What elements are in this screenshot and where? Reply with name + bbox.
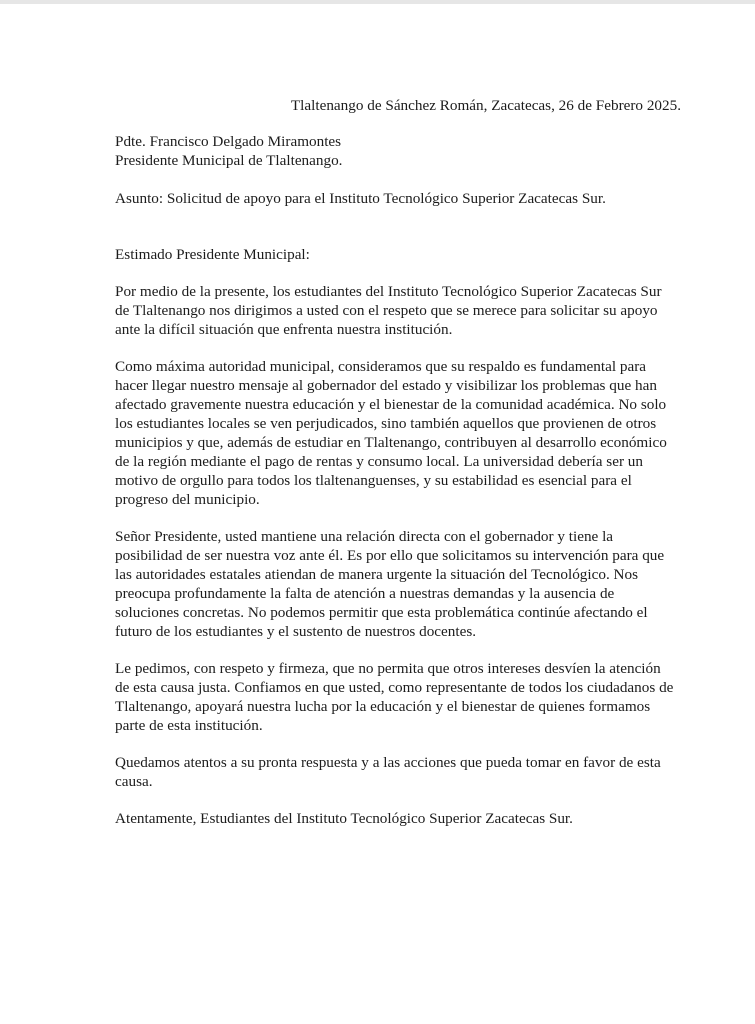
- text-line: Quedamos atentos a su pronta respuesta y a las acciones que pueda tomar en favor de esta: [115, 754, 661, 771]
- letter-page: [115, 96, 681, 828]
- text-line: Señor Presidente, usted mantiene una relación directa con el gobernador y tiene la: [115, 528, 614, 545]
- text-line: parte de esta institución.: [115, 717, 263, 734]
- text-line: de la región mediante el pago de rentas y consumo local. La universidad debería ser un: [115, 453, 643, 470]
- text-line: ante la difícil situación que enfrenta nuestra institución.: [115, 321, 453, 338]
- text-line: de esta causa justa. Confiamos en que usted, como representante de todos los ciudadanos de: [115, 679, 674, 696]
- text-line: de Tlaltenango nos dirigimos a usted con el respeto que se merece para solicitar su apoyo: [115, 302, 658, 319]
- text-line: motivo de orgullo para todos los tlaltenanguenses, y su estabilidad es esencial para el: [115, 472, 632, 489]
- paragraph-3: [115, 527, 675, 641]
- text-line: hacer llegar nuestro mensaje al gobernador del estado y visibilizar los problemas que han: [115, 377, 657, 394]
- place-date: Tlaltenango de Sánchez Román, Zacatecas, 26 de Febrero 2025.: [290, 97, 681, 114]
- paragraph-1: [115, 282, 675, 339]
- text-line: municipios y que, además de estudiar en Tlaltenango, contribuyen al desarrollo económico: [115, 434, 667, 451]
- paragraph-4: [115, 659, 675, 735]
- text-line: causa.: [115, 773, 153, 790]
- text-line: los estudiantes locales se ven perjudicados, sino también aquellos que provienen de otros: [115, 415, 657, 432]
- recipient-title: Presidente Municipal de Tlaltenango.: [115, 152, 343, 169]
- greeting: Estimado Presidente Municipal:: [115, 246, 310, 263]
- text-line: las autoridades estatales atiendan de manera urgente la situación del Tecnológico. Nos: [115, 566, 639, 583]
- text-line: progreso del municipio.: [115, 491, 260, 508]
- recipient-block: [115, 132, 675, 170]
- top-edge-strip: [0, 0, 755, 4]
- text-line: Tlaltenango, apoyará nuestra lucha por la educación y el bienestar de quienes formamos: [115, 698, 651, 715]
- recipient-name: Pdte. Francisco Delgado Miramontes: [115, 133, 342, 150]
- text-line: posibilidad de ser nuestra voz ante él. Es por ello que solicitamos su intervención para que: [115, 547, 665, 564]
- text-line: Como máxima autoridad municipal, consideramos que su respaldo es fundamental para: [115, 358, 646, 375]
- text-line: Le pedimos, con respeto y firmeza, que no permita que otros intereses desvíen la atención: [115, 660, 661, 677]
- text-line: futuro de los estudiantes y el sustento de nuestros docentes.: [115, 623, 477, 640]
- text-line: preocupa profundamente la falta de atención a nuestras demandas y la ausencia de: [115, 585, 615, 602]
- paragraph-2: [115, 357, 675, 509]
- subject-line: Asunto: Solicitud de apoyo para el Instituto Tecnológico Superior Zacatecas Sur.: [115, 190, 606, 207]
- text-line: Por medio de la presente, los estudiantes del Instituto Tecnológico Superior Zacatecas Sur: [115, 283, 662, 300]
- text-line: afectado gravemente nuestra educación y el bienestar de la comunidad académica. No solo: [115, 396, 667, 413]
- closing-signature: Atentamente, Estudiantes del Instituto Tecnológico Superior Zacatecas Sur.: [115, 810, 573, 827]
- text-line: soluciones concretas. No podemos permitir que esta problemática continúe afectando el: [115, 604, 648, 621]
- paragraph-5: [115, 753, 675, 791]
